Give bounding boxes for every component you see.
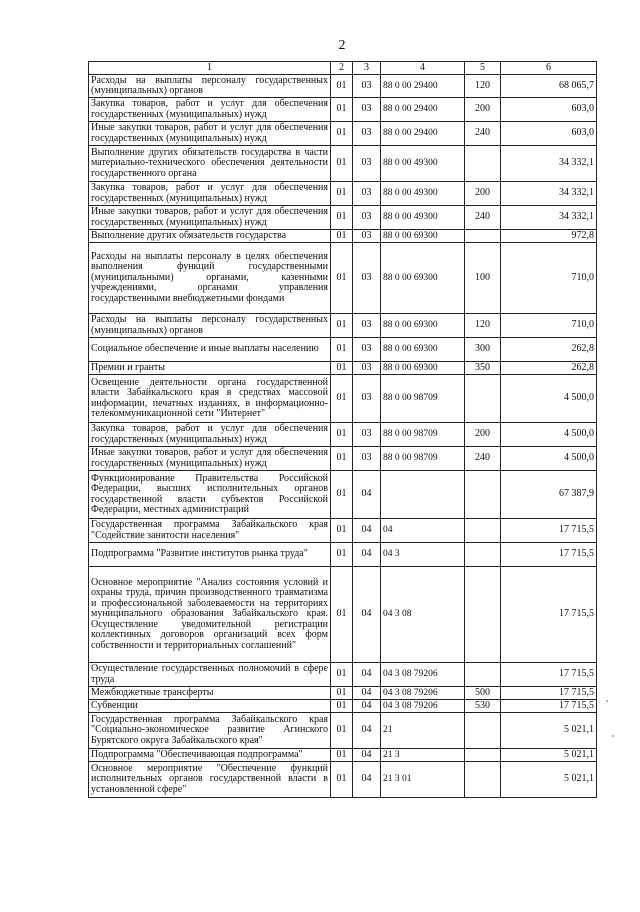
header-cell-1: 1 — [89, 62, 331, 75]
row-target-code-cell: 88 0 00 69300 — [381, 362, 465, 375]
row-expense-type-cell: 200 — [465, 182, 501, 206]
row-name-cell: Расходы на выплаты персоналу государственных (муниципальных) органов — [89, 75, 331, 98]
table-row — [89, 230, 597, 243]
row-section-cell: 01 — [331, 447, 353, 471]
row-section-cell: 01 — [331, 206, 353, 230]
row-name-cell: Подпрограмма "Обеспечивающая подпрограмма" — [89, 749, 331, 762]
table-row — [89, 98, 597, 122]
row-expense-type-cell: 200 — [465, 423, 501, 447]
table-row — [89, 519, 597, 543]
row-name-cell: Закупка товаров, работ и услуг для обеспечения государственных (муниципальных) нужд — [89, 98, 331, 122]
row-section-cell: 01 — [331, 230, 353, 243]
row-sum-cell: 262,8 — [501, 338, 597, 362]
row-sum-cell: 4 500,0 — [501, 375, 597, 423]
row-name-cell: Межбюджетные трансферты — [89, 687, 331, 700]
row-target-code-cell — [381, 471, 465, 519]
row-section-cell: 01 — [331, 543, 353, 567]
row-expense-type-cell: 200 — [465, 98, 501, 122]
row-section-cell: 01 — [331, 375, 353, 423]
row-name-cell: Основное мероприятие "Анализ состояния условий и охраны труда, причин производственного травматизма и профессиональной заболеваемости на территориях муниципального образования Забайкальского края. Осуществление уведомительной регистрации коллективных договоров организаций всех форм собственности и территориальных соглашений" — [89, 567, 331, 663]
row-sum-cell: 603,0 — [501, 98, 597, 122]
row-expense-type-cell — [465, 762, 501, 798]
row-section-cell: 01 — [331, 243, 353, 314]
table-row — [89, 749, 597, 762]
row-sum-cell: 17 715,5 — [501, 519, 597, 543]
table-row — [89, 447, 597, 471]
row-section-cell: 01 — [331, 75, 353, 98]
row-expense-type-cell — [465, 471, 501, 519]
row-target-code-cell: 88 0 00 49300 — [381, 146, 465, 182]
row-expense-type-cell: 120 — [465, 314, 501, 338]
row-target-code-cell: 88 0 00 49300 — [381, 182, 465, 206]
row-target-code-cell: 88 0 00 69300 — [381, 243, 465, 314]
header-cell-2: 2 — [331, 62, 353, 75]
row-section-cell: 01 — [331, 98, 353, 122]
row-subsection-cell: 03 — [353, 122, 381, 146]
row-sum-cell: 5 021,1 — [501, 749, 597, 762]
row-expense-type-cell — [465, 713, 501, 749]
table-row — [89, 687, 597, 700]
budget-table — [88, 61, 597, 798]
row-section-cell: 01 — [331, 182, 353, 206]
row-name-cell: Иные закупки товаров, работ и услуг для обеспечения государственных (муниципальных) нужд — [89, 122, 331, 146]
scan-speck — [606, 700, 608, 702]
row-sum-cell: 262,8 — [501, 362, 597, 375]
row-section-cell: 01 — [331, 362, 353, 375]
table-row — [89, 362, 597, 375]
header-cell-5: 5 — [465, 62, 501, 75]
row-expense-type-cell: 100 — [465, 243, 501, 314]
table-row — [89, 75, 597, 98]
row-target-code-cell: 04 3 — [381, 543, 465, 567]
table-row — [89, 543, 597, 567]
row-name-cell: Закупка товаров, работ и услуг для обеспечения государственных (муниципальных) нужд — [89, 423, 331, 447]
row-target-code-cell: 04 — [381, 519, 465, 543]
row-subsection-cell: 03 — [353, 375, 381, 423]
row-expense-type-cell — [465, 567, 501, 663]
row-subsection-cell: 03 — [353, 362, 381, 375]
row-target-code-cell: 21 3 01 — [381, 762, 465, 798]
row-name-cell: Подпрограмма "Развитие институтов рынка труда" — [89, 543, 331, 567]
row-target-code-cell: 04 3 08 79206 — [381, 663, 465, 687]
row-target-code-cell: 88 0 00 98709 — [381, 423, 465, 447]
row-name-cell: Премии и гранты — [89, 362, 331, 375]
row-subsection-cell: 03 — [353, 98, 381, 122]
scan-speck — [612, 735, 614, 737]
table-row — [89, 375, 597, 423]
row-name-cell: Иные закупки товаров, работ и услуг для обеспечения государственных (муниципальных) нужд — [89, 447, 331, 471]
row-expense-type-cell — [465, 663, 501, 687]
row-subsection-cell: 04 — [353, 519, 381, 543]
row-subsection-cell: 03 — [353, 423, 381, 447]
page-number: 2 — [338, 38, 346, 53]
row-target-code-cell: 88 0 00 69300 — [381, 230, 465, 243]
row-sum-cell: 710,0 — [501, 243, 597, 314]
table-row — [89, 146, 597, 182]
row-expense-type-cell: 500 — [465, 687, 501, 700]
row-target-code-cell: 04 3 08 — [381, 567, 465, 663]
row-subsection-cell: 04 — [353, 700, 381, 713]
table-row — [89, 243, 597, 314]
row-name-cell: Функционирование Правительства Российской Федерации, высших исполнительных органов государственной власти субъектов Российской Федерации, местных администраций — [89, 471, 331, 519]
row-target-code-cell: 04 3 08 79206 — [381, 700, 465, 713]
row-subsection-cell: 03 — [353, 338, 381, 362]
header-cell-4: 4 — [381, 62, 465, 75]
table-row — [89, 567, 597, 663]
row-section-cell: 01 — [331, 471, 353, 519]
row-subsection-cell: 03 — [353, 243, 381, 314]
row-section-cell: 01 — [331, 519, 353, 543]
row-subsection-cell: 04 — [353, 567, 381, 663]
row-sum-cell: 972,8 — [501, 230, 597, 243]
row-expense-type-cell — [465, 749, 501, 762]
row-target-code-cell: 21 — [381, 713, 465, 749]
row-name-cell: Социальное обеспечение и иные выплаты населению — [89, 338, 331, 362]
row-expense-type-cell: 240 — [465, 122, 501, 146]
row-expense-type-cell — [465, 519, 501, 543]
row-subsection-cell: 04 — [353, 749, 381, 762]
row-section-cell: 01 — [331, 762, 353, 798]
header-row — [89, 62, 597, 75]
table-body — [89, 75, 597, 798]
row-name-cell: Основное мероприятие "Обеспечение функций исполнительных органов государственной власти в установленной сфере" — [89, 762, 331, 798]
row-subsection-cell: 03 — [353, 447, 381, 471]
table-row — [89, 314, 597, 338]
table-row — [89, 713, 597, 749]
row-name-cell: Субвенции — [89, 700, 331, 713]
row-expense-type-cell: 300 — [465, 338, 501, 362]
row-name-cell: Закупка товаров, работ и услуг для обеспечения государственных (муниципальных) нужд — [89, 182, 331, 206]
row-section-cell: 01 — [331, 314, 353, 338]
row-section-cell: 01 — [331, 713, 353, 749]
row-sum-cell: 68 065,7 — [501, 75, 597, 98]
row-target-code-cell: 88 0 00 98709 — [381, 375, 465, 423]
row-target-code-cell: 88 0 00 29400 — [381, 75, 465, 98]
row-subsection-cell: 04 — [353, 713, 381, 749]
row-expense-type-cell — [465, 146, 501, 182]
row-section-cell: 01 — [331, 146, 353, 182]
row-sum-cell: 34 332,1 — [501, 206, 597, 230]
row-subsection-cell: 03 — [353, 206, 381, 230]
header-cell-3: 3 — [353, 62, 381, 75]
row-subsection-cell: 04 — [353, 687, 381, 700]
row-sum-cell: 34 332,1 — [501, 146, 597, 182]
table-row — [89, 182, 597, 206]
row-name-cell: Выполнение других обязательств государства в части материально-технического обеспечения деятельности государственного органа — [89, 146, 331, 182]
row-target-code-cell: 88 0 00 29400 — [381, 98, 465, 122]
row-name-cell: Выполнение других обязательств государства — [89, 230, 331, 243]
row-expense-type-cell: 240 — [465, 206, 501, 230]
row-expense-type-cell — [465, 230, 501, 243]
row-name-cell: Расходы на выплаты персоналу в целях обеспечения выполнения функций государственными (муниципальными) органами, казенными учреждениями, органами управления государственными внебюджетными фондами — [89, 243, 331, 314]
row-section-cell: 01 — [331, 423, 353, 447]
row-sum-cell: 17 715,5 — [501, 687, 597, 700]
table-row — [89, 762, 597, 798]
row-section-cell: 01 — [331, 122, 353, 146]
row-sum-cell: 4 500,0 — [501, 423, 597, 447]
row-section-cell: 01 — [331, 687, 353, 700]
row-sum-cell: 67 387,9 — [501, 471, 597, 519]
row-name-cell: Освещение деятельности органа государственной власти Забайкальского края в средствах массовой информации, печатных изданиях, в информационно-телекоммуникационной сети "Интернет" — [89, 375, 331, 423]
row-section-cell: 01 — [331, 338, 353, 362]
row-section-cell: 01 — [331, 749, 353, 762]
table-row — [89, 700, 597, 713]
row-subsection-cell: 03 — [353, 146, 381, 182]
row-expense-type-cell: 530 — [465, 700, 501, 713]
table-row — [89, 663, 597, 687]
row-expense-type-cell: 240 — [465, 447, 501, 471]
row-target-code-cell: 88 0 00 98709 — [381, 447, 465, 471]
row-sum-cell: 17 715,5 — [501, 700, 597, 713]
table-row — [89, 338, 597, 362]
row-target-code-cell: 88 0 00 69300 — [381, 314, 465, 338]
row-sum-cell: 5 021,1 — [501, 762, 597, 798]
table-row — [89, 471, 597, 519]
row-expense-type-cell — [465, 543, 501, 567]
row-name-cell: Иные закупки товаров, работ и услуг для обеспечения государственных (муниципальных) нужд — [89, 206, 331, 230]
row-expense-type-cell — [465, 375, 501, 423]
row-target-code-cell: 88 0 00 29400 — [381, 122, 465, 146]
table-row — [89, 423, 597, 447]
row-name-cell: Государственная программа Забайкальского края "Социально-экономическое развитие Агинского Бурятского округа Забайкальского края" — [89, 713, 331, 749]
row-target-code-cell: 04 3 08 79206 — [381, 687, 465, 700]
row-subsection-cell: 03 — [353, 314, 381, 338]
row-name-cell: Осуществление государственных полномочий в сфере труда — [89, 663, 331, 687]
row-name-cell: Расходы на выплаты персоналу государственных (муниципальных) органов — [89, 314, 331, 338]
row-subsection-cell: 03 — [353, 182, 381, 206]
row-name-cell: Государственная программа Забайкальского края "Содействие занятости населения" — [89, 519, 331, 543]
row-sum-cell: 17 715,5 — [501, 567, 597, 663]
table-row — [89, 206, 597, 230]
row-expense-type-cell: 350 — [465, 362, 501, 375]
row-section-cell: 01 — [331, 700, 353, 713]
row-sum-cell: 17 715,5 — [501, 543, 597, 567]
row-target-code-cell: 88 0 00 49300 — [381, 206, 465, 230]
row-sum-cell: 17 715,5 — [501, 663, 597, 687]
header-cell-6: 6 — [501, 62, 597, 75]
row-subsection-cell: 04 — [353, 762, 381, 798]
row-sum-cell: 4 500,0 — [501, 447, 597, 471]
row-subsection-cell: 04 — [353, 543, 381, 567]
row-sum-cell: 603,0 — [501, 122, 597, 146]
row-subsection-cell: 03 — [353, 75, 381, 98]
row-expense-type-cell: 120 — [465, 75, 501, 98]
row-target-code-cell: 88 0 00 69300 — [381, 338, 465, 362]
row-section-cell: 01 — [331, 567, 353, 663]
row-target-code-cell: 21 3 — [381, 749, 465, 762]
row-sum-cell: 34 332,1 — [501, 182, 597, 206]
row-section-cell: 01 — [331, 663, 353, 687]
table-row — [89, 122, 597, 146]
row-sum-cell: 5 021,1 — [501, 713, 597, 749]
row-sum-cell: 710,0 — [501, 314, 597, 338]
row-subsection-cell: 04 — [353, 663, 381, 687]
row-subsection-cell: 04 — [353, 471, 381, 519]
row-subsection-cell: 03 — [353, 230, 381, 243]
